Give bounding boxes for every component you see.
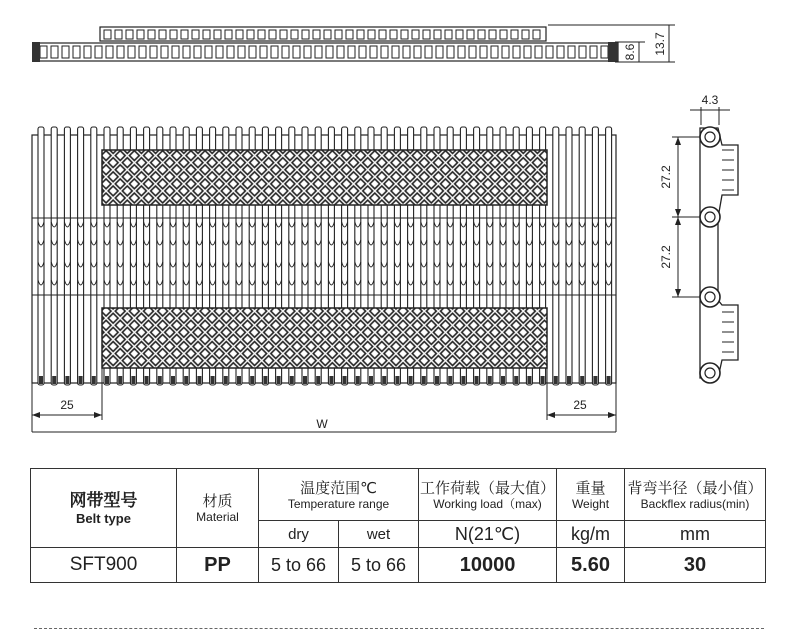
- header-temperature: 温度范围℃ Temperature range: [259, 469, 419, 521]
- pitch-upper-label: 27.2: [659, 165, 673, 189]
- bottom-dashed-divider: [34, 628, 764, 629]
- table-row: [31, 548, 766, 583]
- header-load: 工作荷载（最大值） Working load（max): [419, 469, 557, 521]
- header-model: 网带型号 Belt type: [31, 469, 177, 548]
- subheader-radius-unit: mm: [625, 521, 766, 548]
- thickness-inner-label: 8.6: [623, 43, 637, 61]
- cell-model: SFT900: [31, 548, 177, 583]
- mesh-panel-upper: [102, 150, 547, 205]
- belt-width-label: W: [316, 417, 328, 431]
- cell-radius: 30: [625, 548, 766, 583]
- pitch-lower-label: 27.2: [659, 245, 673, 269]
- belt-side-profile: [700, 127, 738, 383]
- hinge-dimension-label: 4.3: [701, 93, 719, 107]
- subheader-weight-unit: kg/m: [557, 521, 625, 548]
- header-material: 材质 Material: [177, 469, 259, 548]
- cell-load: 10000: [419, 548, 557, 583]
- belt-plan-view: [32, 127, 616, 385]
- edge-right-label: 25: [573, 398, 587, 412]
- header-weight: 重量 Weight: [557, 469, 625, 521]
- subheader-load-unit: N(21℃): [419, 521, 557, 548]
- cell-weight: 5.60: [557, 548, 625, 583]
- edge-left-label: 25: [60, 398, 74, 412]
- specification-table: [30, 468, 766, 583]
- thickness-total-label: 13.7: [653, 32, 667, 56]
- cell-material: PP: [177, 548, 259, 583]
- subheader-wet: wet: [339, 521, 419, 548]
- cell-wet: 5 to 66: [339, 548, 419, 583]
- mesh-panel-lower: [102, 308, 547, 368]
- belt-top-view: [32, 27, 618, 62]
- subheader-dry: dry: [259, 521, 339, 548]
- header-radius: 背弯半径（最小值） Backflex radius(min): [625, 469, 766, 521]
- cell-dry: 5 to 66: [259, 548, 339, 583]
